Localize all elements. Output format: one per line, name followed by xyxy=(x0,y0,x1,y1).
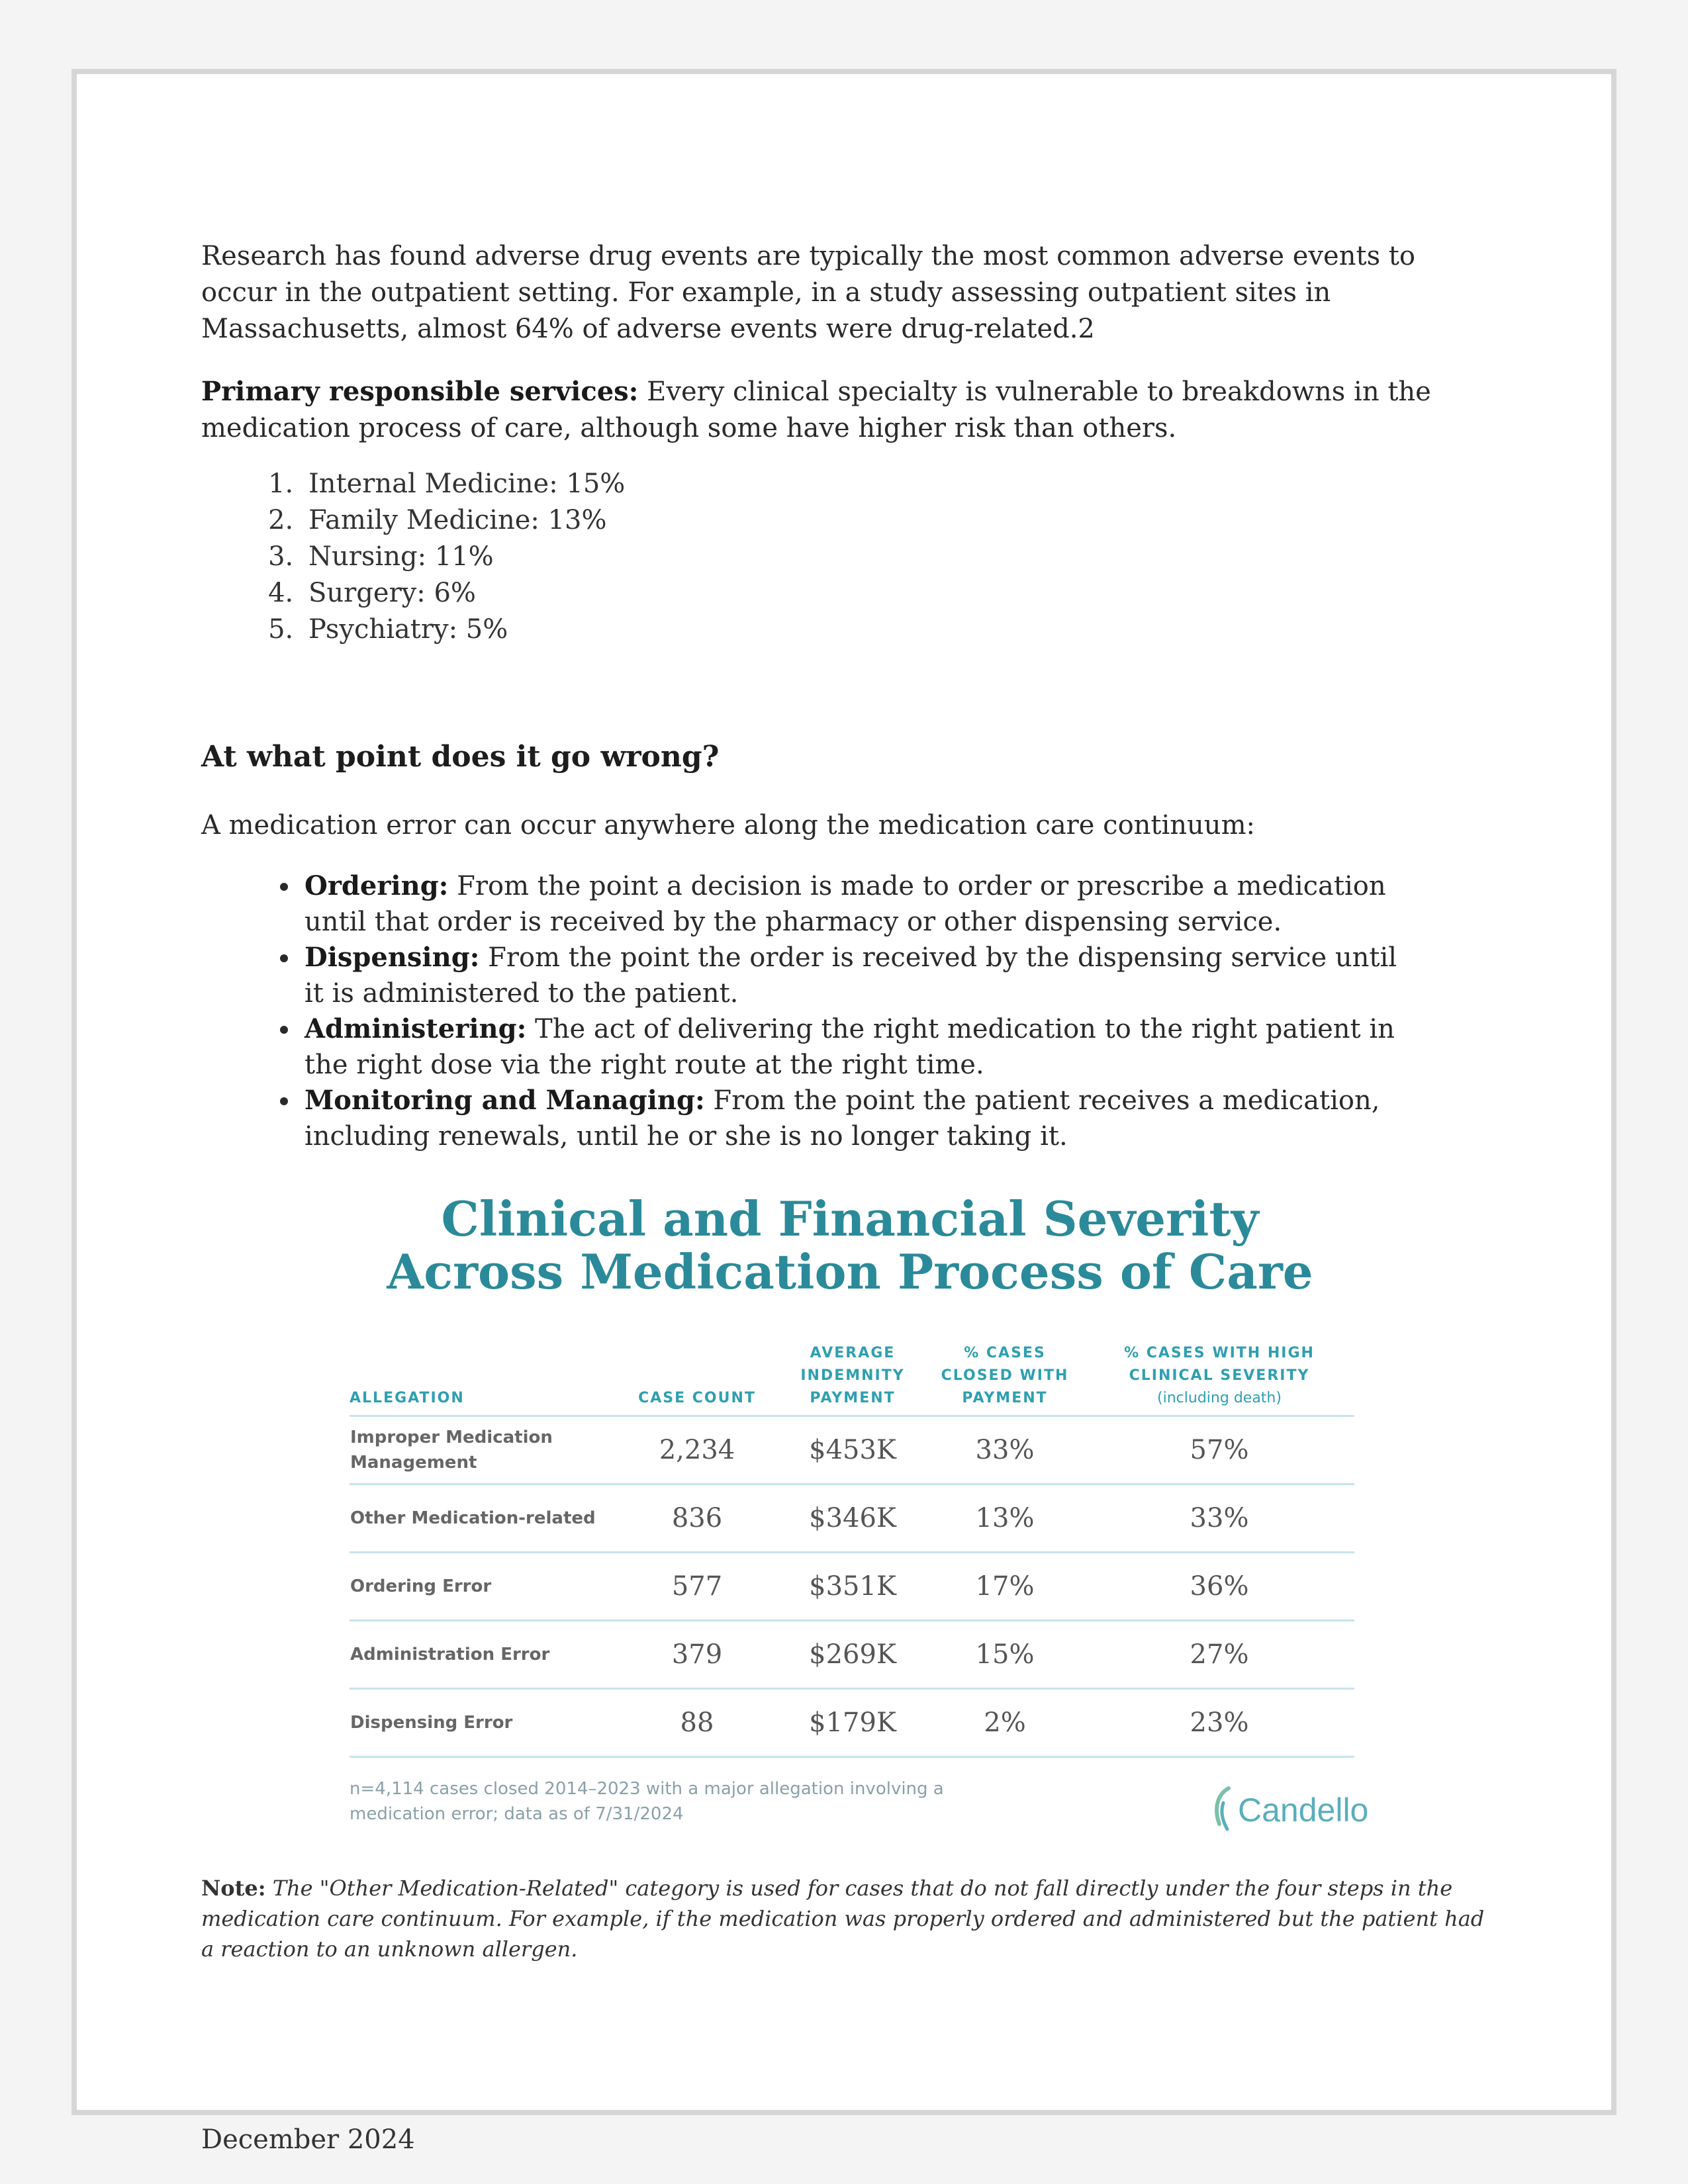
severity-table xyxy=(350,1342,1354,1758)
list-item xyxy=(301,1011,1399,1083)
list-item: 4. Surgery: 6% xyxy=(302,575,625,612)
table-row xyxy=(350,1484,1354,1553)
care-steps-list xyxy=(201,868,1399,1154)
cell-case-count: 88 xyxy=(614,1689,780,1757)
cell-closed-with-payment: 13% xyxy=(925,1484,1084,1553)
table-row xyxy=(350,1553,1354,1621)
list-item: 3. Nursing: 11% xyxy=(302,539,625,575)
cell-closed-with-payment: 15% xyxy=(925,1621,1084,1689)
table-row xyxy=(350,1621,1354,1689)
cell-average-payment: $269K xyxy=(780,1621,925,1689)
services-paragraph xyxy=(201,373,1499,447)
intro-paragraph: Research has found adverse drug events are typically the most common adverse events to occur in the outpatient setting. For example, in a study assessing outpatient sites in Massachusetts, almost 64% of adverse events were drug-related.2 xyxy=(201,241,1415,344)
header-closed-with-payment: % CASES CLOSED WITH PAYMENT xyxy=(925,1342,1084,1416)
cell-allegation: Administration Error xyxy=(350,1621,614,1689)
step-text: From the point the order is received by the dispensing service until it is administered to the patient. xyxy=(305,942,1397,1009)
header-high-severity-note: (including death) xyxy=(1157,1390,1282,1406)
step-text: From the point the patient receives a medication, including renewals, until he or she is no longer taking it. xyxy=(305,1085,1380,1152)
header-average-payment: AVERAGE INDEMNITY PAYMENT xyxy=(780,1342,925,1416)
list-item xyxy=(301,1083,1399,1154)
cell-allegation: Improper Medication Management xyxy=(350,1416,614,1484)
cell-allegation: Other Medication-related xyxy=(350,1484,614,1553)
candello-logo-icon xyxy=(1209,1783,1238,1836)
continuum-intro: A medication error can occur anywhere along the medication care continuum: xyxy=(201,810,1255,841)
cell-average-payment: $346K xyxy=(780,1484,925,1553)
services-label: Primary responsible services: xyxy=(201,376,639,407)
cell-case-count: 2,234 xyxy=(614,1416,780,1484)
chart-title-line-2: Across Medication Process of Care xyxy=(387,1244,1313,1300)
cell-closed-with-payment: 33% xyxy=(925,1416,1084,1484)
table-row xyxy=(350,1689,1354,1757)
cell-case-count: 379 xyxy=(614,1621,780,1689)
cell-allegation: Dispensing Error xyxy=(350,1689,614,1757)
cell-high-severity: 27% xyxy=(1084,1621,1354,1689)
header-high-severity-label: % CASES WITH HIGH CLINICAL SEVERITY xyxy=(1124,1345,1315,1384)
cell-average-payment: $453K xyxy=(780,1416,925,1484)
candello-logo xyxy=(1209,1783,1368,1836)
step-text: The act of delivering the right medication to the right patient in the right dose via the right route at the right time. xyxy=(305,1014,1395,1080)
cell-closed-with-payment: 2% xyxy=(925,1689,1084,1757)
note-text: The "Other Medication-Related" category is used for cases that do not fall directly under the four steps in the medication care continuum. For example, if the medication was properly ordered and administered but the patient had a reaction to an unknown allergen. xyxy=(201,1876,1485,1962)
candello-logo-text: Candello xyxy=(1238,1792,1369,1829)
cell-high-severity: 23% xyxy=(1084,1689,1354,1757)
cell-case-count: 577 xyxy=(614,1553,780,1621)
header-high-severity xyxy=(1084,1342,1354,1416)
list-item: 5. Psychiatry: 5% xyxy=(302,612,625,648)
cell-high-severity: 33% xyxy=(1084,1484,1354,1553)
header-allegation: ALLEGATION xyxy=(350,1342,614,1416)
section-heading: At what point does it go wrong? xyxy=(201,740,720,774)
step-label: Ordering: xyxy=(305,870,449,901)
list-item xyxy=(301,940,1399,1011)
services-text: Every clinical specialty is vulnerable to breakdowns in the medication process of care, although some have higher risk than others. xyxy=(201,377,1431,443)
cell-high-severity: 57% xyxy=(1084,1416,1354,1484)
step-text: From the point a decision is made to order or prescribe a medication until that order is received by the pharmacy or other dispensing service. xyxy=(305,871,1386,937)
cell-allegation: Ordering Error xyxy=(350,1553,614,1621)
chart-title-line-1: Clinical and Financial Severity xyxy=(441,1191,1259,1247)
cell-average-payment: $351K xyxy=(780,1553,925,1621)
chart-title xyxy=(201,1193,1499,1298)
header-case-count: CASE COUNT xyxy=(614,1342,780,1416)
table-footnote: n=4,114 cases closed 2014–2023 with a major allegation involving a medication error; data as of 7/31/2024 xyxy=(350,1779,944,1824)
list-item xyxy=(301,868,1399,940)
footer-date: December 2024 xyxy=(201,2124,415,2155)
table-header-row xyxy=(350,1342,1354,1416)
step-label: Administering: xyxy=(305,1013,527,1044)
cell-closed-with-payment: 17% xyxy=(925,1553,1084,1621)
list-item: 2. Family Medicine: 13% xyxy=(302,502,625,539)
table-row xyxy=(350,1416,1354,1484)
cell-case-count: 836 xyxy=(614,1484,780,1553)
step-label: Dispensing: xyxy=(305,942,480,973)
note-paragraph xyxy=(201,1873,1499,1964)
cell-high-severity: 36% xyxy=(1084,1553,1354,1621)
step-label: Monitoring and Managing: xyxy=(305,1085,705,1116)
document-page xyxy=(71,69,1617,2155)
services-list xyxy=(201,466,625,648)
note-label: Note: xyxy=(201,1876,266,1901)
cell-average-payment: $179K xyxy=(780,1689,925,1757)
list-item: 1. Internal Medicine: 15% xyxy=(302,466,625,502)
